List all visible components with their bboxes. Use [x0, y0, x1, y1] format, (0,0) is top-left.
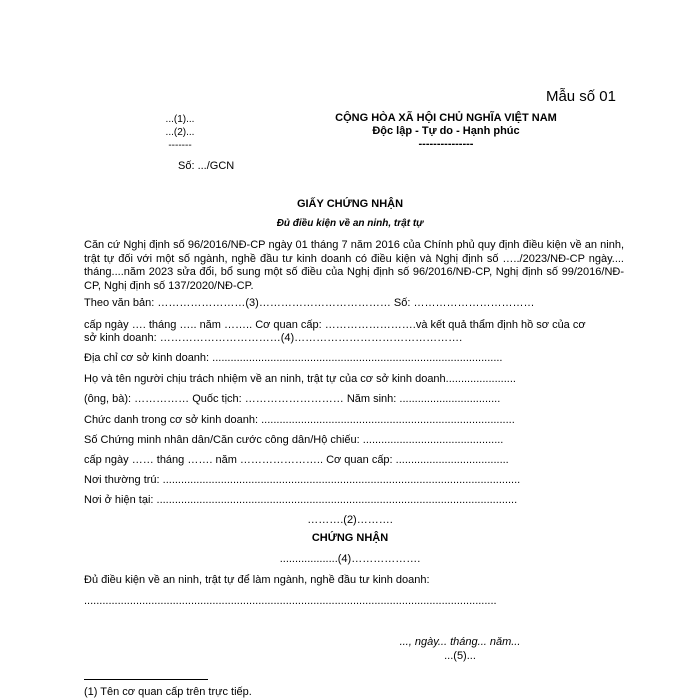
field-permanent-address: Nơi thường trú: .....................................................................................................................	[84, 474, 521, 486]
field-id-issue-date: cấp ngày …… tháng ……. năm ………………….. Cơ quan cấp: .....................................	[84, 454, 509, 466]
signer-placeholder: ...(5)...	[444, 650, 476, 662]
issuing-agency-block	[160, 113, 200, 152]
signature-date: ..., ngày... tháng... năm...	[399, 636, 521, 648]
document-subtitle: Đủ điều kiện về an ninh, trật tự	[276, 218, 424, 229]
national-motto-block	[330, 112, 562, 151]
document-title: GIẤY CHỨNG NHẬN	[296, 198, 404, 210]
field-business-address: Địa chỉ cơ sở kinh doanh: ...............................................................................................	[84, 352, 503, 364]
agency-divider: -------	[168, 140, 192, 151]
field-business-name: sở kinh doanh: ……………………………(4)……………………………………….	[84, 332, 463, 344]
document-number: Số: .../GCN	[178, 160, 235, 172]
issuer-line: ……….(2)……….	[307, 514, 393, 526]
form-number: Mẫu số 01	[545, 88, 616, 105]
certify-line: ...................(4)……………….	[279, 553, 421, 565]
legal-basis-paragraph: Căn cứ Nghị định số 96/2016/NĐ-CP ngày 01 tháng 7 năm 2016 của Chính phủ quy định điều kiện về an ninh, trật tự đối với một số ngành, nghề đầu tư kinh doanh có điều kiện và Nghị định số …../2023/NĐ-CP ngày.... tháng....năm 2023 sửa đổi, bổ sung một số điều của Nghị định số 96/2016/NĐ-CP, Nghị định số 99/2016/NĐ-CP, Nghị định số 137/2020/NĐ-CP.	[84, 239, 624, 292]
field-responsible-person: Họ và tên người chịu trách nhiệm về an ninh, trật tự của cơ sở kinh doanh.......................	[84, 373, 516, 385]
footnote-divider	[84, 679, 208, 680]
parent-agency-placeholder: ...(1)...	[165, 114, 195, 125]
motto-divider: ---------------	[418, 138, 474, 150]
footnote: (1) Tên cơ quan cấp trên trực tiếp.	[84, 686, 252, 698]
national-motto: Độc lập - Tự do - Hạnh phúc	[372, 125, 520, 137]
field-issue-date-authority: cấp ngày …. tháng ….. năm …….. Cơ quan cấp: …………………….và kết quả thẩm định hồ sơ của cơ	[84, 319, 586, 331]
field-id-number: Số Chứng minh nhân dân/Căn cước công dân/Hộ chiếu: ..............................................	[84, 434, 504, 446]
certify-heading: CHỨNG NHẬN	[311, 532, 389, 544]
field-job-title: Chức danh trong cơ sở kinh doanh: ...................................................................................	[84, 414, 515, 426]
business-line-dots: .......................................................................................................................................	[84, 595, 497, 607]
field-reference-document: Theo văn bản: ……………………(3)……………………………… Số: ……………………………	[84, 297, 535, 309]
field-nationality-birth-year: (ông, bà): …………… Quốc tịch: ……………………… Năm sinh: .................................	[84, 393, 501, 405]
issuing-agency-placeholder: ...(2)...	[165, 127, 195, 138]
business-line-label: Đủ điều kiện về an ninh, trật tự để làm ngành, nghề đầu tư kinh doanh:	[84, 574, 430, 586]
national-title: CỘNG HÒA XÃ HỘI CHỦ NGHĨA VIỆT NAM	[335, 112, 557, 124]
field-current-address: Nơi ở hiện tại: ......................................................................................................................	[84, 494, 518, 506]
